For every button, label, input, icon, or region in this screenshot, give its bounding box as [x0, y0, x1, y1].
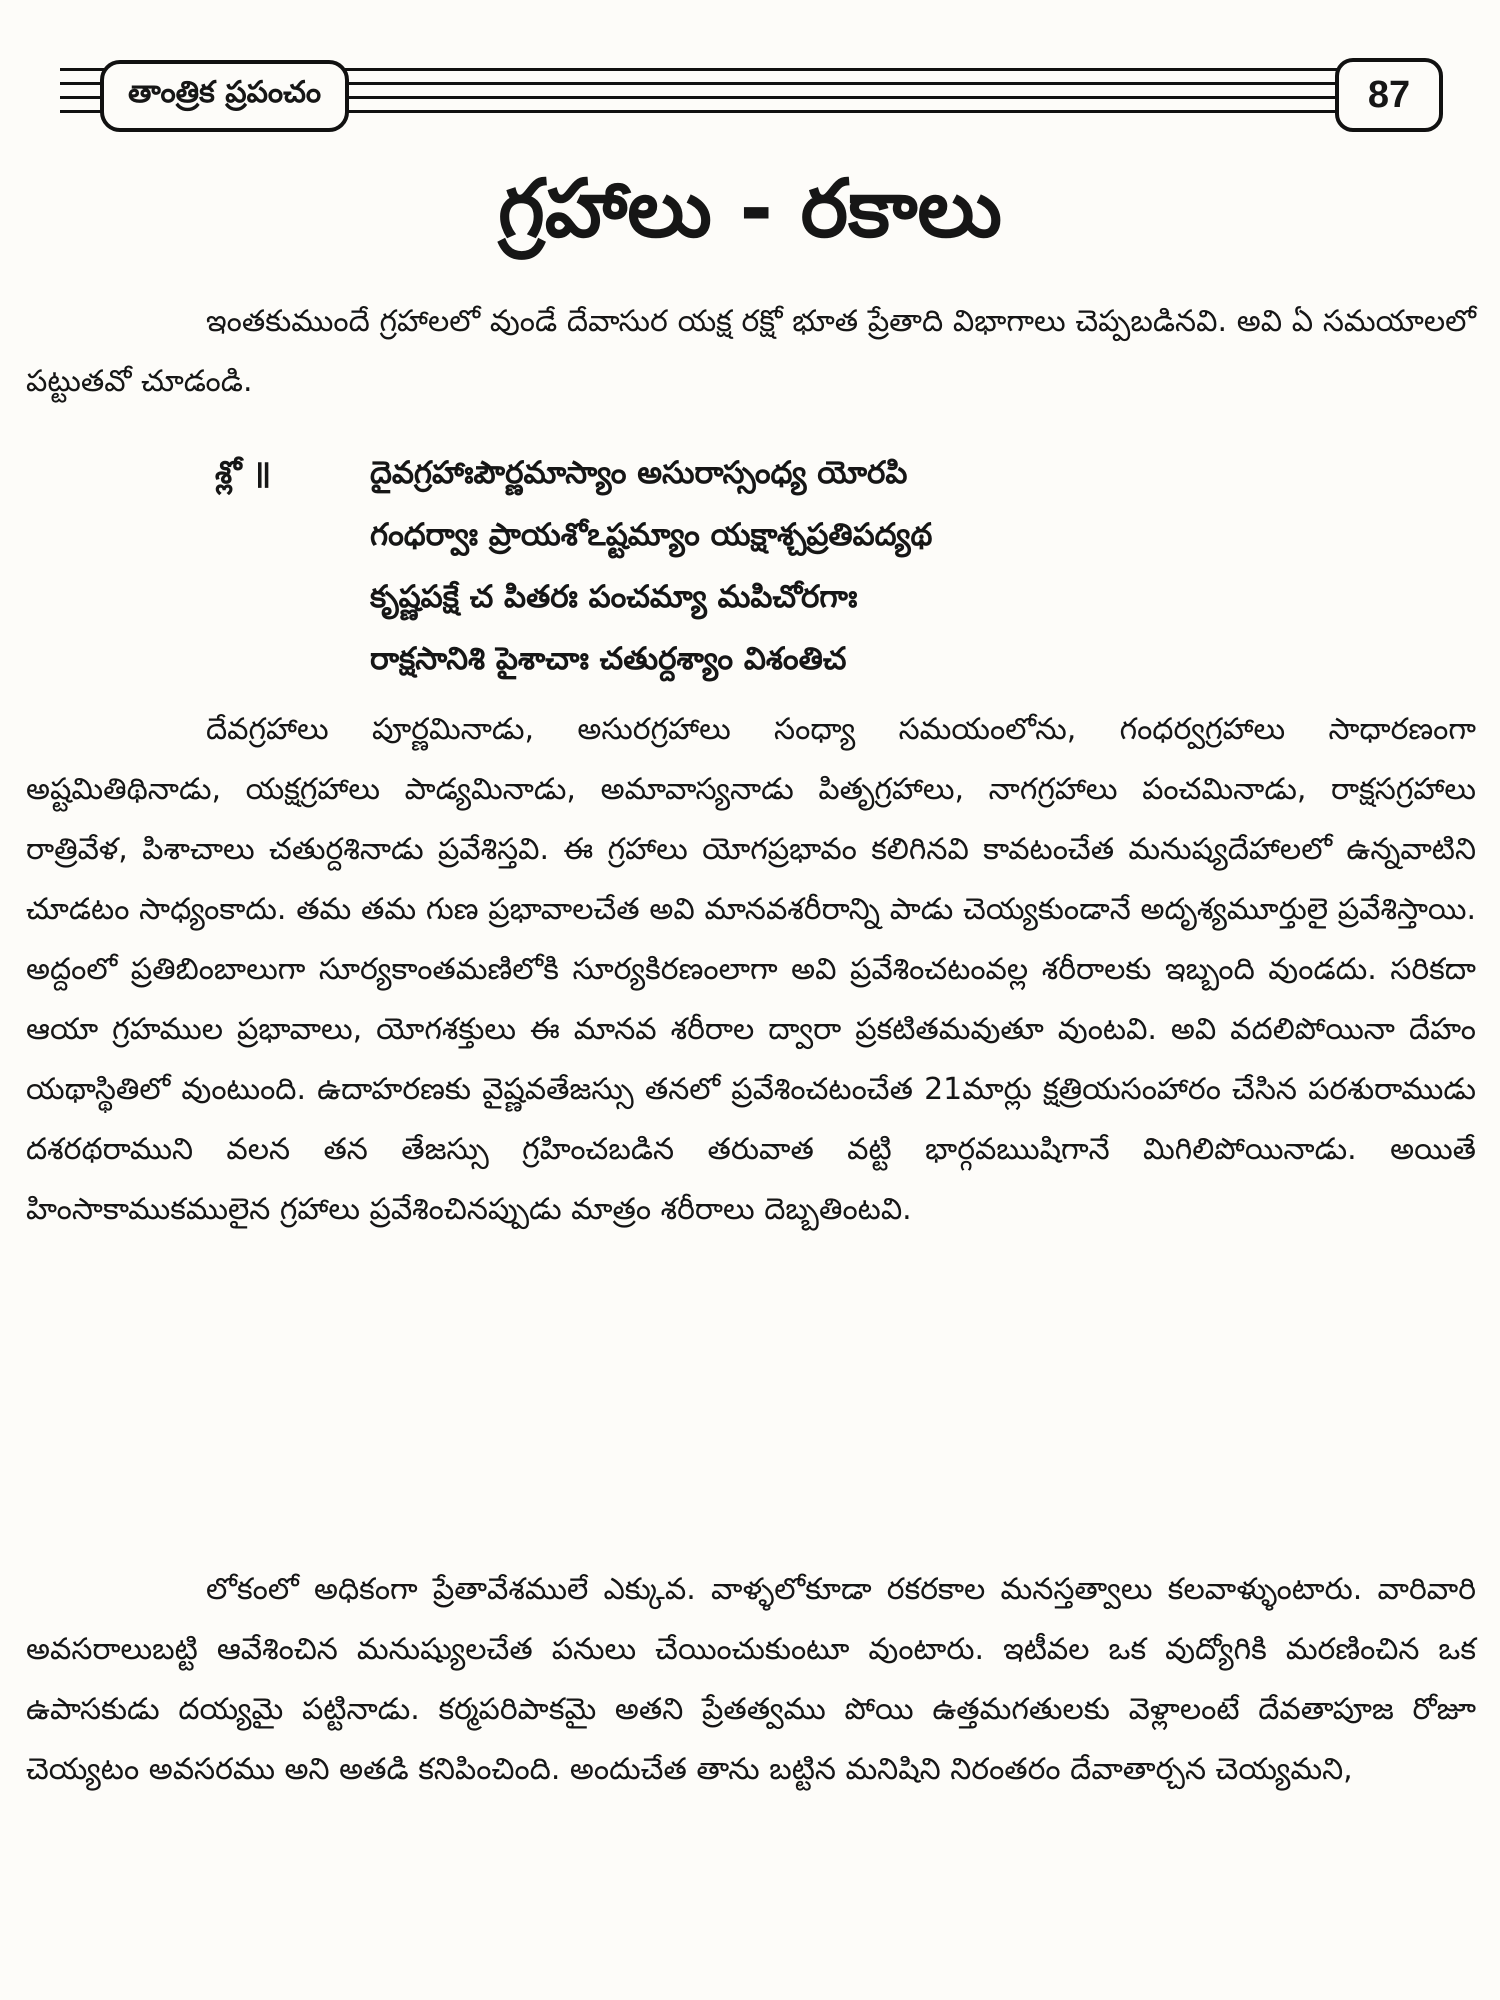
verse-line: రాక్షసానిశి పైశాచాః చతుర్దశ్యాం విశంతిచ: [370, 641, 847, 677]
verse-lines: [370, 442, 932, 690]
intro-paragraph: ఇంతకుముందే గ్రహాలలో వుండే దేవాసుర యక్ష రక్షో భూత ప్రేతాది విభాగాలు చెప్పబడినవి. అవి ఏ సమయాలలో పట్టుతవో చూడండి.: [26, 304, 1476, 399]
closing-paragraph: లోకంలో అధికంగా ప్రేతావేశములే ఎక్కువ. వాళ్ళలోకూడా రకరకాల మనస్తత్వాలు కలవాళ్ళుంటారు. వారివారి అవసరాలుబట్టి ఆవేశించిన మనుష్యులచేత పనులు చేయించుకుంటూ వుంటారు. ఇటీవల ఒక వుద్యోగికి మరణించిన ఒక ఉపాసకుడు దయ్యమై పట్టినాడు. కర్మపరిపాకమై అతని ప్రేతత్వము పోయి ఉత్తమగతులకు వెళ్లాలంటే దేవతాపూజ రోజూ చెయ్యటం అవసరము అని అతడి కనిపించింది. అందుచేత తాను బట్టిన మనిషిని నిరంతరం దేవాతార్చన చెయ్యమని,: [26, 1572, 1476, 1787]
verse-line: గంధర్వాః ప్రాయశోఽష్టమ్యాం యక్షాశ్చప్రతిపద్యథ: [370, 517, 933, 553]
verse-marker: శ్లో ॥: [215, 455, 272, 491]
running-header-title: తాంత్రిక ప్రపంచం: [100, 60, 349, 132]
verse-line: దైవగ్రహాఃపౌర్ణమాస్యాం అసురాస్సంధ్య యోరపి: [370, 455, 908, 491]
page-number: 87: [1335, 58, 1443, 132]
main-paragraph: దేవగ్రహాలు పూర్ణమినాడు, అసురగ్రహాలు సంధ్యా సమయంలోను, గంధర్వగ్రహాలు సాధారణంగా అష్టమితిథినాడు, యక్షగ్రహాలు పాడ్యమినాడు, అమావాస్యనాడు పితృగ్రహాలు, నాగగ్రహాలు పంచమినాడు, రాక్షసగ్రహాలు రాత్రివేళ, పిశాచాలు చతుర్దశినాడు ప్రవేశిస్తవి. ఈ గ్రహాలు యోగప్రభావం కలిగినవి కావటంచేత మనుష్యదేహాలలో ఉన్నవాటిని చూడటం సాధ్యంకాదు. తమ తమ గుణ ప్రభావాలచేత అవి మానవశరీరాన్ని పాడు చెయ్యకుండానే అదృశ్యమూర్తులై ప్రవేశిస్తాయి. అద్దంలో ప్రతిబింబాలుగా సూర్యకాంతమణిలోకి సూర్యకిరణంలాగా అవి ప్రవేశించటంవల్ల శరీరాలకు ఇబ్బంది వుండదు. సరికదా ఆయా గ్రహముల ప్రభావాలు, యోగశక్తులు ఈ మానవ శరీరాల ద్వారా ప్రకటితమవుతూ వుంటవి. అవి వదలిపోయినా దేహం యథాస్థితిలో వుంటుంది. ఉదాహరణకు వైష్ణవతేజస్సు తనలో ప్రవేశించటంచేత 21మార్లు క్షత్రియసంహారం చేసిన పరశురాముడు దశరథరాముని వలన తన తేజస్సు గ్రహించబడిన తరువాత వట్టి భార్గవఋషిగానే మిగిలిపోయినాడు. అయితే హింసాకాముకములైన గ్రహాలు ప్రవేశించినప్పుడు మాత్రం శరీరాలు దెబ్బతింటవి.: [26, 712, 1476, 1227]
chapter-title: గ్రహాలు - రకాలు: [498, 162, 1002, 255]
verse-line: కృష్ణపక్షే చ పితరః పంచమ్యా మపిచోరగాః: [370, 579, 858, 615]
